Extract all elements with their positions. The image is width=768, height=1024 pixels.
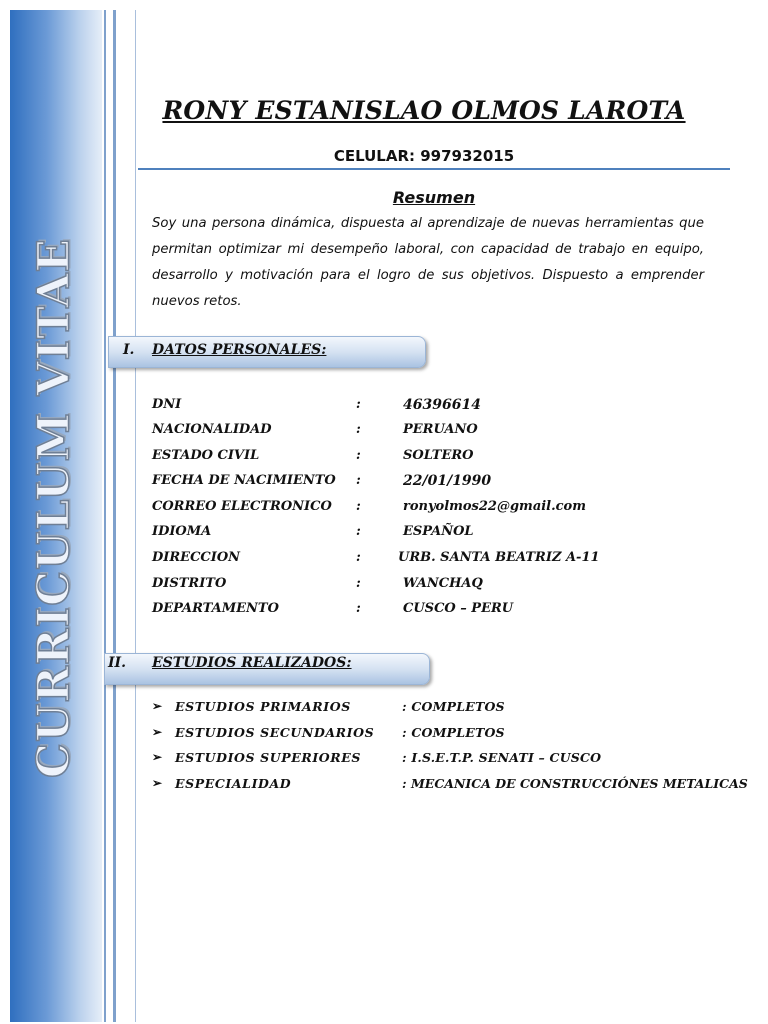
study-label: ESTUDIOS PRIMARIOS [175,699,351,714]
field-separator: : [356,499,361,514]
field-value: SOLTERO [403,448,474,463]
header-divider [138,168,730,170]
field-label: FECHA DE NACIMIENTO [152,473,336,488]
field-separator: : [356,550,361,565]
candidate-name: RONY ESTANISLAO OLMOS LAROTA [162,96,686,125]
field-separator: : [356,576,361,591]
bullet-arrow-icon: ➢ [152,725,163,739]
summary-title: Resumen [392,188,476,207]
divider-line [113,10,116,1022]
field-value: URB. SANTA BEATRIZ A-11 [398,550,600,565]
divider-line [104,10,106,1022]
study-label: ESTUDIOS SUPERIORES [175,750,362,765]
summary-text: Soy una persona dinámica, dispuesta al aprendizaje de nuevas herramientas que permitan optimizar mi desempeño laboral, con capacidad de trabajo en equipo, desarrollo y motivación para el logro de sus objetivos. Dispuesto a emprender nuevos retos. [152,216,704,309]
bullet-arrow-icon: ➢ [152,699,163,713]
field-value: ESPAÑOL [403,524,474,539]
bullet-arrow-icon: ➢ [152,750,163,764]
section-title: ESTUDIOS REALIZADOS: [152,655,352,671]
field-separator: : [356,601,361,616]
divider-line [135,10,136,1022]
field-label: CORREO ELECTRONICO [152,499,332,514]
field-label: DEPARTAMENTO [152,601,279,616]
study-label: ESPECIALIDAD [175,776,292,791]
field-label: IDIOMA [152,524,212,539]
field-value: 46396614 [403,397,481,413]
field-label: DIRECCION [152,550,241,565]
field-separator: : [356,473,361,488]
field-separator: : [356,397,361,412]
field-value: WANCHAQ [403,576,483,591]
study-value: : MECANICA DE CONSTRUCCIÓNES METALICAS [402,776,748,791]
study-label: ESTUDIOS SECUNDARIOS [175,725,375,740]
section-number: II. [108,655,126,671]
field-label: DNI [152,397,182,412]
field-separator: : [356,448,361,463]
sidebar-title: CURRICULUM VITAE [28,237,80,779]
field-label: DISTRITO [152,576,227,591]
field-separator: : [356,422,361,437]
phone-number: CELULAR: 997932015 [333,147,515,165]
field-separator: : [356,524,361,539]
section-title: DATOS PERSONALES: [152,342,327,358]
field-value: ronyolmos22@gmail.com [403,499,586,514]
section-number: I. [123,342,135,358]
field-value: CUSCO – PERU [403,601,514,616]
bullet-arrow-icon: ➢ [152,776,163,790]
field-value: 22/01/1990 [403,473,492,489]
study-value: : I.S.E.T.P. SENATI – CUSCO [402,750,602,765]
study-value: : COMPLETOS [402,725,505,740]
field-value: PERUANO [403,422,478,437]
field-label: NACIONALIDAD [152,422,272,437]
field-label: ESTADO CIVIL [152,448,260,463]
study-value: : COMPLETOS [402,699,505,714]
